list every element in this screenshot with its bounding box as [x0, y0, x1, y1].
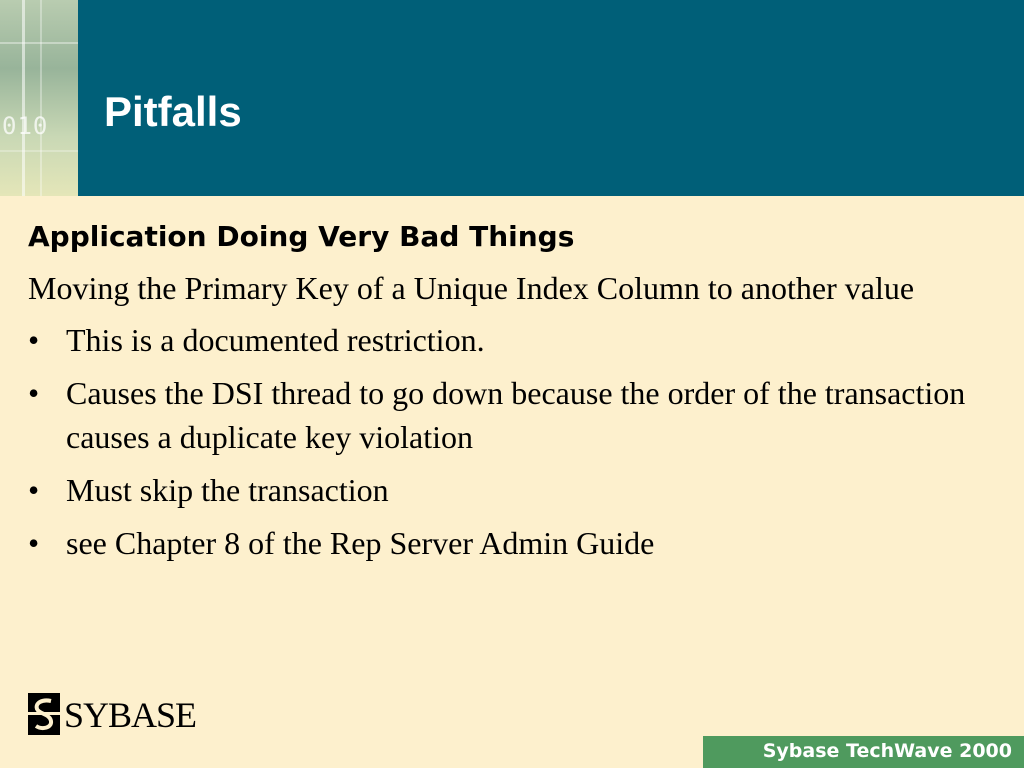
bullet-dot: • [28, 374, 40, 411]
bullet-text: This is a documented restriction. [66, 321, 485, 358]
bullet-item [28, 318, 988, 362]
bullet-item [28, 468, 988, 512]
footer-text: Sybase TechWave 2000 [762, 740, 1012, 762]
binary-art-image [0, 0, 78, 196]
bullet-dot: • [28, 471, 40, 508]
bullet-text: see Chapter 8 of the Rep Server Admin Guide [66, 524, 655, 561]
bullet-item [28, 521, 988, 565]
bullet-dot: • [28, 321, 40, 358]
bullet-text: Causes the DSI thread to go down because the order of the transaction causes a duplicate key violation [66, 374, 966, 455]
sybase-logo-text: SYBASE [64, 695, 197, 735]
techwave-footer-badge [703, 736, 1024, 768]
bullet-text: Must skip the transaction [66, 471, 389, 508]
sybase-logo-mark-icon [28, 693, 60, 735]
bullet-list [28, 318, 988, 565]
intro-paragraph: Moving the Primary Key of a Unique Index Column to another value [28, 269, 915, 306]
slide-body [28, 220, 988, 574]
slide-header [0, 0, 1024, 196]
slide-subheading: Application Doing Very Bad Things [28, 220, 575, 253]
bullet-dot: • [28, 524, 40, 561]
binary-digits: 010 [2, 112, 49, 140]
bullet-item [28, 371, 988, 459]
slide-title: Pitfalls [104, 88, 242, 135]
